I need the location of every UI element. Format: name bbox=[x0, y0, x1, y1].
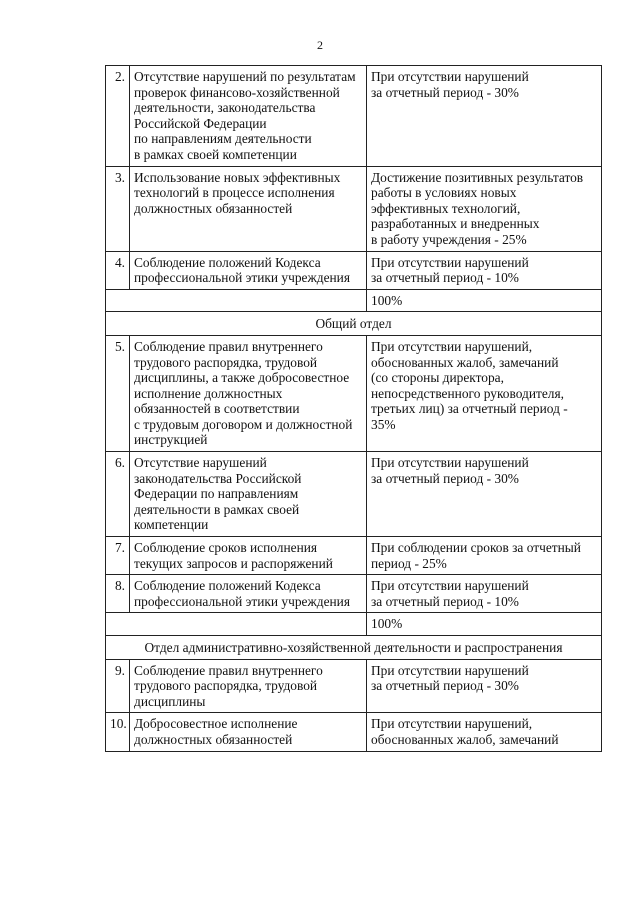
value-cell bbox=[367, 575, 602, 613]
value-line: При отсутствии нарушений bbox=[371, 69, 529, 84]
value-line: за отчетный период - 10% bbox=[371, 270, 519, 286]
criterion-line: трудового распорядка, трудовой bbox=[134, 354, 318, 370]
criterion-cell bbox=[130, 575, 367, 613]
value-line: эффективных технологий, bbox=[371, 200, 521, 216]
criterion-cell bbox=[130, 335, 367, 451]
value-cell bbox=[367, 537, 602, 575]
criterion-cell bbox=[130, 66, 367, 167]
page-number: 2 bbox=[317, 38, 323, 52]
row-number: 7. bbox=[106, 537, 130, 575]
value-line: период - 25% bbox=[371, 555, 447, 571]
total-value: 100% bbox=[367, 289, 602, 312]
criterion-line: Соблюдение положений Кодекса bbox=[134, 578, 321, 594]
value-line: При отсутствии нарушений bbox=[371, 662, 529, 678]
criterion-line: Соблюдение правил внутреннего bbox=[134, 338, 323, 354]
value-line: за отчетный период - 30% bbox=[371, 470, 519, 486]
criterion-cell bbox=[130, 713, 367, 751]
row-number: 3. bbox=[106, 166, 130, 251]
value-line: в работу учреждения - 25% bbox=[371, 231, 527, 247]
criterion-line: технологий в процессе исполнения bbox=[134, 185, 335, 201]
value-cell bbox=[367, 335, 602, 451]
value-line: работы в условиях новых bbox=[371, 185, 517, 201]
criterion-line: профессиональной этики учреждения bbox=[134, 593, 351, 609]
criterion-line: дисциплины bbox=[134, 693, 206, 709]
table-row bbox=[106, 66, 602, 167]
table-row bbox=[106, 166, 602, 251]
criterion-line: деятельности в рамках своей bbox=[134, 501, 300, 517]
value-cell bbox=[367, 713, 602, 751]
value-line: третьих лиц) за отчетный период - bbox=[371, 401, 568, 417]
value-line: за отчетный период - 30% bbox=[371, 84, 519, 100]
value-cell bbox=[367, 452, 602, 537]
criterion-line: в рамках своей компетенции bbox=[134, 146, 297, 162]
criterion-line: инструкцией bbox=[134, 432, 208, 448]
criterion-line: Соблюдение сроков исполнения bbox=[134, 540, 318, 556]
section-title: Отдел административно-хозяйственной деятельности и распространения bbox=[106, 636, 602, 660]
value-line: Достижение позитивных результатов bbox=[371, 169, 584, 185]
value-line: разработанных и внедренных bbox=[371, 216, 540, 232]
criterion-line: Добросовестное исполнение bbox=[134, 716, 298, 732]
criterion-line: Отсутствие нарушений bbox=[134, 455, 267, 471]
table-row bbox=[106, 659, 602, 713]
criteria-table-body bbox=[106, 66, 602, 752]
criterion-line: законодательства Российской bbox=[134, 470, 302, 486]
value-line: за отчетный период - 10% bbox=[371, 593, 519, 609]
section-header-row bbox=[106, 312, 602, 336]
criterion-line: Российской Федерации bbox=[134, 115, 267, 131]
table-row bbox=[106, 575, 602, 613]
row-number: 6. bbox=[106, 452, 130, 537]
criterion-line: исполнение должностных bbox=[134, 385, 283, 401]
criterion-line: Соблюдение положений Кодекса bbox=[134, 254, 321, 270]
criterion-line: дисциплины, а также добросовестное bbox=[134, 370, 350, 386]
total-row bbox=[106, 289, 602, 312]
criterion-line: Отсутствие нарушений по результатам bbox=[134, 69, 356, 84]
total-empty-cell bbox=[106, 613, 367, 636]
row-number: 8. bbox=[106, 575, 130, 613]
value-line: за отчетный период - 30% bbox=[371, 678, 519, 694]
total-value: 100% bbox=[367, 613, 602, 636]
value-line: При отсутствии нарушений bbox=[371, 455, 529, 471]
criterion-cell bbox=[130, 251, 367, 289]
value-line: При отсутствии нарушений bbox=[371, 254, 529, 270]
value-line: обоснованных жалоб, замечаний bbox=[371, 354, 559, 370]
value-line: При соблюдении сроков за отчетный bbox=[371, 540, 581, 556]
criterion-line: по направлениям деятельности bbox=[134, 131, 312, 147]
row-number: 5. bbox=[106, 335, 130, 451]
value-line: непосредственного руководителя, bbox=[371, 385, 564, 401]
criterion-line: проверок финансово-хозяйственной bbox=[134, 84, 340, 100]
value-line: При отсутствии нарушений, bbox=[371, 716, 533, 732]
criterion-line: с трудовым договором и должностной bbox=[134, 416, 353, 432]
row-number: 4. bbox=[106, 251, 130, 289]
total-empty-cell bbox=[106, 289, 367, 312]
row-number: 2. bbox=[106, 66, 130, 167]
section-header-row bbox=[106, 636, 602, 660]
criterion-line: деятельности, законодательства bbox=[134, 100, 316, 116]
total-row bbox=[106, 613, 602, 636]
value-cell bbox=[367, 659, 602, 713]
table-row bbox=[106, 251, 602, 289]
table-row bbox=[106, 335, 602, 451]
value-line: (со стороны директора, bbox=[371, 370, 504, 386]
criterion-cell bbox=[130, 166, 367, 251]
criterion-cell bbox=[130, 537, 367, 575]
table-row bbox=[106, 537, 602, 575]
value-cell bbox=[367, 166, 602, 251]
row-number: 9. bbox=[106, 659, 130, 713]
value-line: При отсутствии нарушений bbox=[371, 578, 529, 594]
criterion-line: Федерации по направлениям bbox=[134, 486, 299, 502]
criterion-line: должностных обязанностей bbox=[134, 200, 293, 216]
row-number: 10. bbox=[106, 713, 130, 751]
value-line: обоснованных жалоб, замечаний bbox=[371, 731, 559, 747]
criterion-cell bbox=[130, 659, 367, 713]
criterion-line: трудового распорядка, трудовой bbox=[134, 678, 318, 694]
criterion-line: Соблюдение правил внутреннего bbox=[134, 662, 323, 678]
criterion-line: текущих запросов и распоряжений bbox=[134, 555, 333, 571]
criteria-table bbox=[105, 65, 602, 752]
table-row bbox=[106, 713, 602, 751]
value-line: 35% bbox=[371, 416, 396, 432]
value-line: При отсутствии нарушений, bbox=[371, 338, 533, 354]
criterion-line: обязанностей в соответствии bbox=[134, 401, 300, 417]
criterion-line: Использование новых эффективных bbox=[134, 169, 341, 185]
criterion-line: должностных обязанностей bbox=[134, 731, 293, 747]
criterion-cell bbox=[130, 452, 367, 537]
value-cell bbox=[367, 66, 602, 167]
criterion-line: профессиональной этики учреждения bbox=[134, 270, 351, 286]
value-cell bbox=[367, 251, 602, 289]
table-row bbox=[106, 452, 602, 537]
section-title: Общий отдел bbox=[106, 312, 602, 336]
criterion-line: компетенции bbox=[134, 517, 209, 533]
